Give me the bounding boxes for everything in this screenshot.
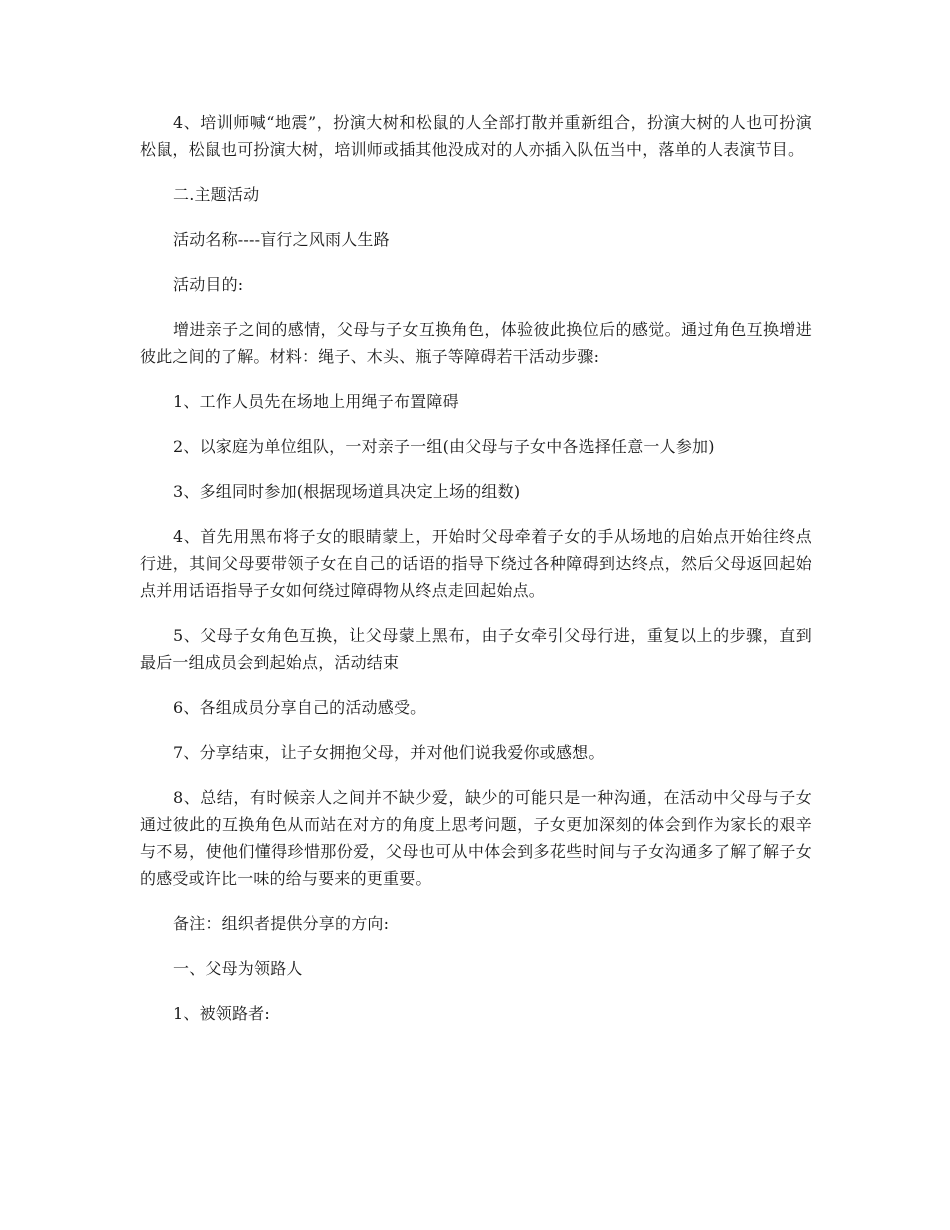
paragraph-activity-purpose-label: 活动目的: [173,275,244,294]
paragraph-step-4: 4、首先用黑布将子女的眼睛蒙上，开始时父母牵着子女的手从场地的启始点开始往终点行进，其间父母要带领子女在自己的话语的指导下绕过各种障碍到达终点，然后父母返回起始点并用话语指导子女如何绕过障碍物从终点走回起始点。 [140,527,812,600]
paragraph-parents-as-guides: 一、父母为领路人 [173,959,303,978]
paragraph-step-1: 1、工作人员先在场地上用绳子布置障碍 [173,392,459,411]
paragraph-step-7: 7、分享结束，让子女拥抱父母，并对他们说我爱你或感想。 [173,743,605,762]
paragraph-step-2: 2、以家庭为单位组队，一对亲子一组(由父母与子女中各选择任意一人参加) [173,437,715,456]
paragraph-step-8-summary: 8、总结，有时候亲人之间并不缺少爱，缺少的可能只是一种沟通，在活动中父母与子女通过彼此的互换角色从而站在对方的角度上思考问题，子女更加深刻的体会到作为家长的艰辛与不易，使他们懂得珍惜那份爱，父母也可从中体会到多花些时间与子女沟通多了解了解子女的感受或许比一味的给与要来的更重要。 [140,788,812,888]
paragraph-earthquake-rule: 4、培训师喊“地震”，扮演大树和松鼠的人全部打散并重新组合，扮演大树的人也可扮演松鼠，松鼠也可扮演大树，培训师或插其他没成对的人亦插入队伍当中，落单的人表演节目。 [140,113,812,159]
paragraph-activity-purpose: 增进亲子之间的感情，父母与子女互换角色，体验彼此换位后的感觉。通过角色互换增进彼此之间的了解。材料：绳子、木头、瓶子等障碍若干活动步骤: [140,320,812,366]
document-body [140,109,812,1027]
paragraph-step-3: 3、多组同时参加(根据现场道具决定上场的组数) [173,482,521,501]
section-heading-theme-activity: 二.主题活动 [173,185,260,204]
paragraph-step-6: 6、各组成员分享自己的活动感受。 [173,698,427,717]
paragraph-step-5: 5、父母子女角色互换，让父母蒙上黑布，由子女牵引父母行进，重复以上的步骤，直到最后一组成员会到起始点，活动结束 [140,626,812,672]
paragraph-note: 备注：组织者提供分享的方向: [173,914,390,933]
paragraph-activity-name: 活动名称----盲行之风雨人生路 [173,230,390,249]
paragraph-guided-person: 1、被领路者: [173,1004,270,1023]
